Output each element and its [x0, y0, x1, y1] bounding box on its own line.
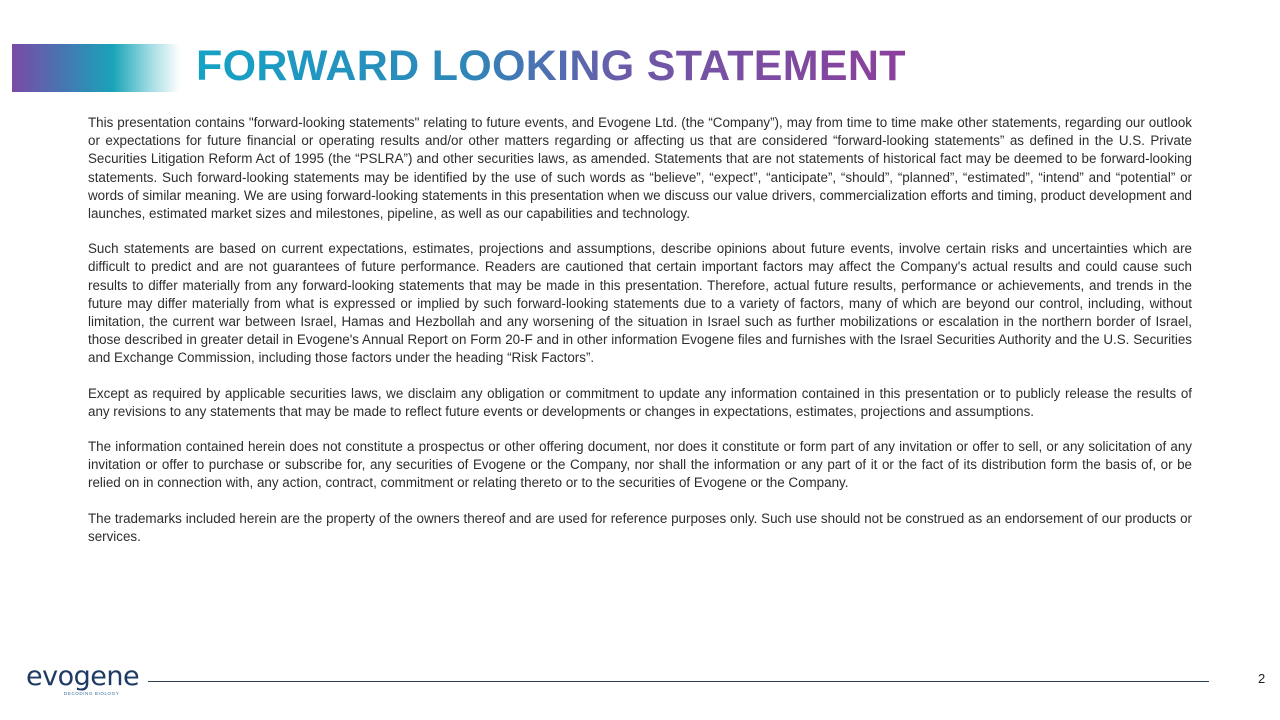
disclaimer-body	[88, 114, 1192, 563]
paragraph-not-prospectus: The information contained herein does not constitute a prospectus or other offering document, nor does it constitute or form part of any invitation or offer to sell, or any solicitation of any invitation or offer to purchase or subscribe for, any securities of Evogene or the Company, nor shall the information or any part of it or the fact of its distribution form the basis of, or be relied on in connection with, any action, contract, commitment or relating thereto or to the securities of Evogene or the Company.	[88, 439, 1192, 491]
title-accent-bar	[12, 44, 180, 92]
paragraph-trademarks: The trademarks included herein are the property of the owners thereof and are used for reference purposes only. Such use should not be construed as an endorsement of our products or services.	[88, 510, 1192, 544]
paragraph-forward-looking-intro: This presentation contains "forward-looking statements" relating to future events, and Evogene Ltd. (the “Company”), may from time to time make other statements, regarding our outlook or expectations for future financial or operating results and/or other matters regarding or affecting us that are considered “forward-looking statements” as defined in the U.S. Private Securities Litigation Reform Act of 1995 (the “PSLRA”) and other securities laws, as amended. Statements that are not statements of historical fact may be deemed to be forward-looking statements. Such forward-looking statements may be identified by the use of such words as “believe”, “expect”, “anticipate”, “should”, “planned”, “estimated”, “intend” and “potential” or words of similar meaning. We are using forward-looking statements in this presentation when we discuss our value drivers, commercialization efforts and timing, product development and launches, estimated market sizes and milestones, pipeline, as well as our capabilities and technology.	[88, 115, 1192, 222]
paragraph-no-update-obligation: Except as required by applicable securities laws, we disclaim any obligation or commitment to update any information contained in this presentation or to publicly release the results of any revisions to any statements that may be made to reflect future events or developments or changes in expectations, estimates, projections and assumptions.	[88, 385, 1192, 419]
logo-tagline: DECODING BIOLOGY	[64, 691, 120, 696]
footer-divider	[148, 681, 1209, 682]
paragraph-risks: Such statements are based on current expectations, estimates, projections and assumptions, describe opinions about future events, involve certain risks and uncertainties which are difficult to predict and are not guarantees of future performance. Readers are cautioned that certain important factors may affect the Company's actual results and could cause such results to differ materially from any forward-looking statements that may be made in this presentation. Therefore, actual future results, performance or achievements, and trends in the future may differ materially from what is expressed or implied by such forward-looking statements due to a variety of factors, many of which are beyond our control, including, without limitation, the current war between Israel, Hamas and Hezbollah and any worsening of the situation in Israel such as further mobilizations or escalation in the northern border of Israel, those described in greater detail in Evogene's Annual Report on Form 20-F and in other information Evogene files and furnishes with the Israel Securities Authority and the U.S. Securities and Exchange Commission, including those factors under the heading “Risk Factors”.	[88, 241, 1192, 366]
evogene-logo	[26, 662, 142, 698]
page-number: 2	[1258, 671, 1266, 686]
logo-wordmark: evogene	[26, 661, 140, 692]
slide-title: FORWARD LOOKING STATEMENT	[196, 42, 906, 90]
